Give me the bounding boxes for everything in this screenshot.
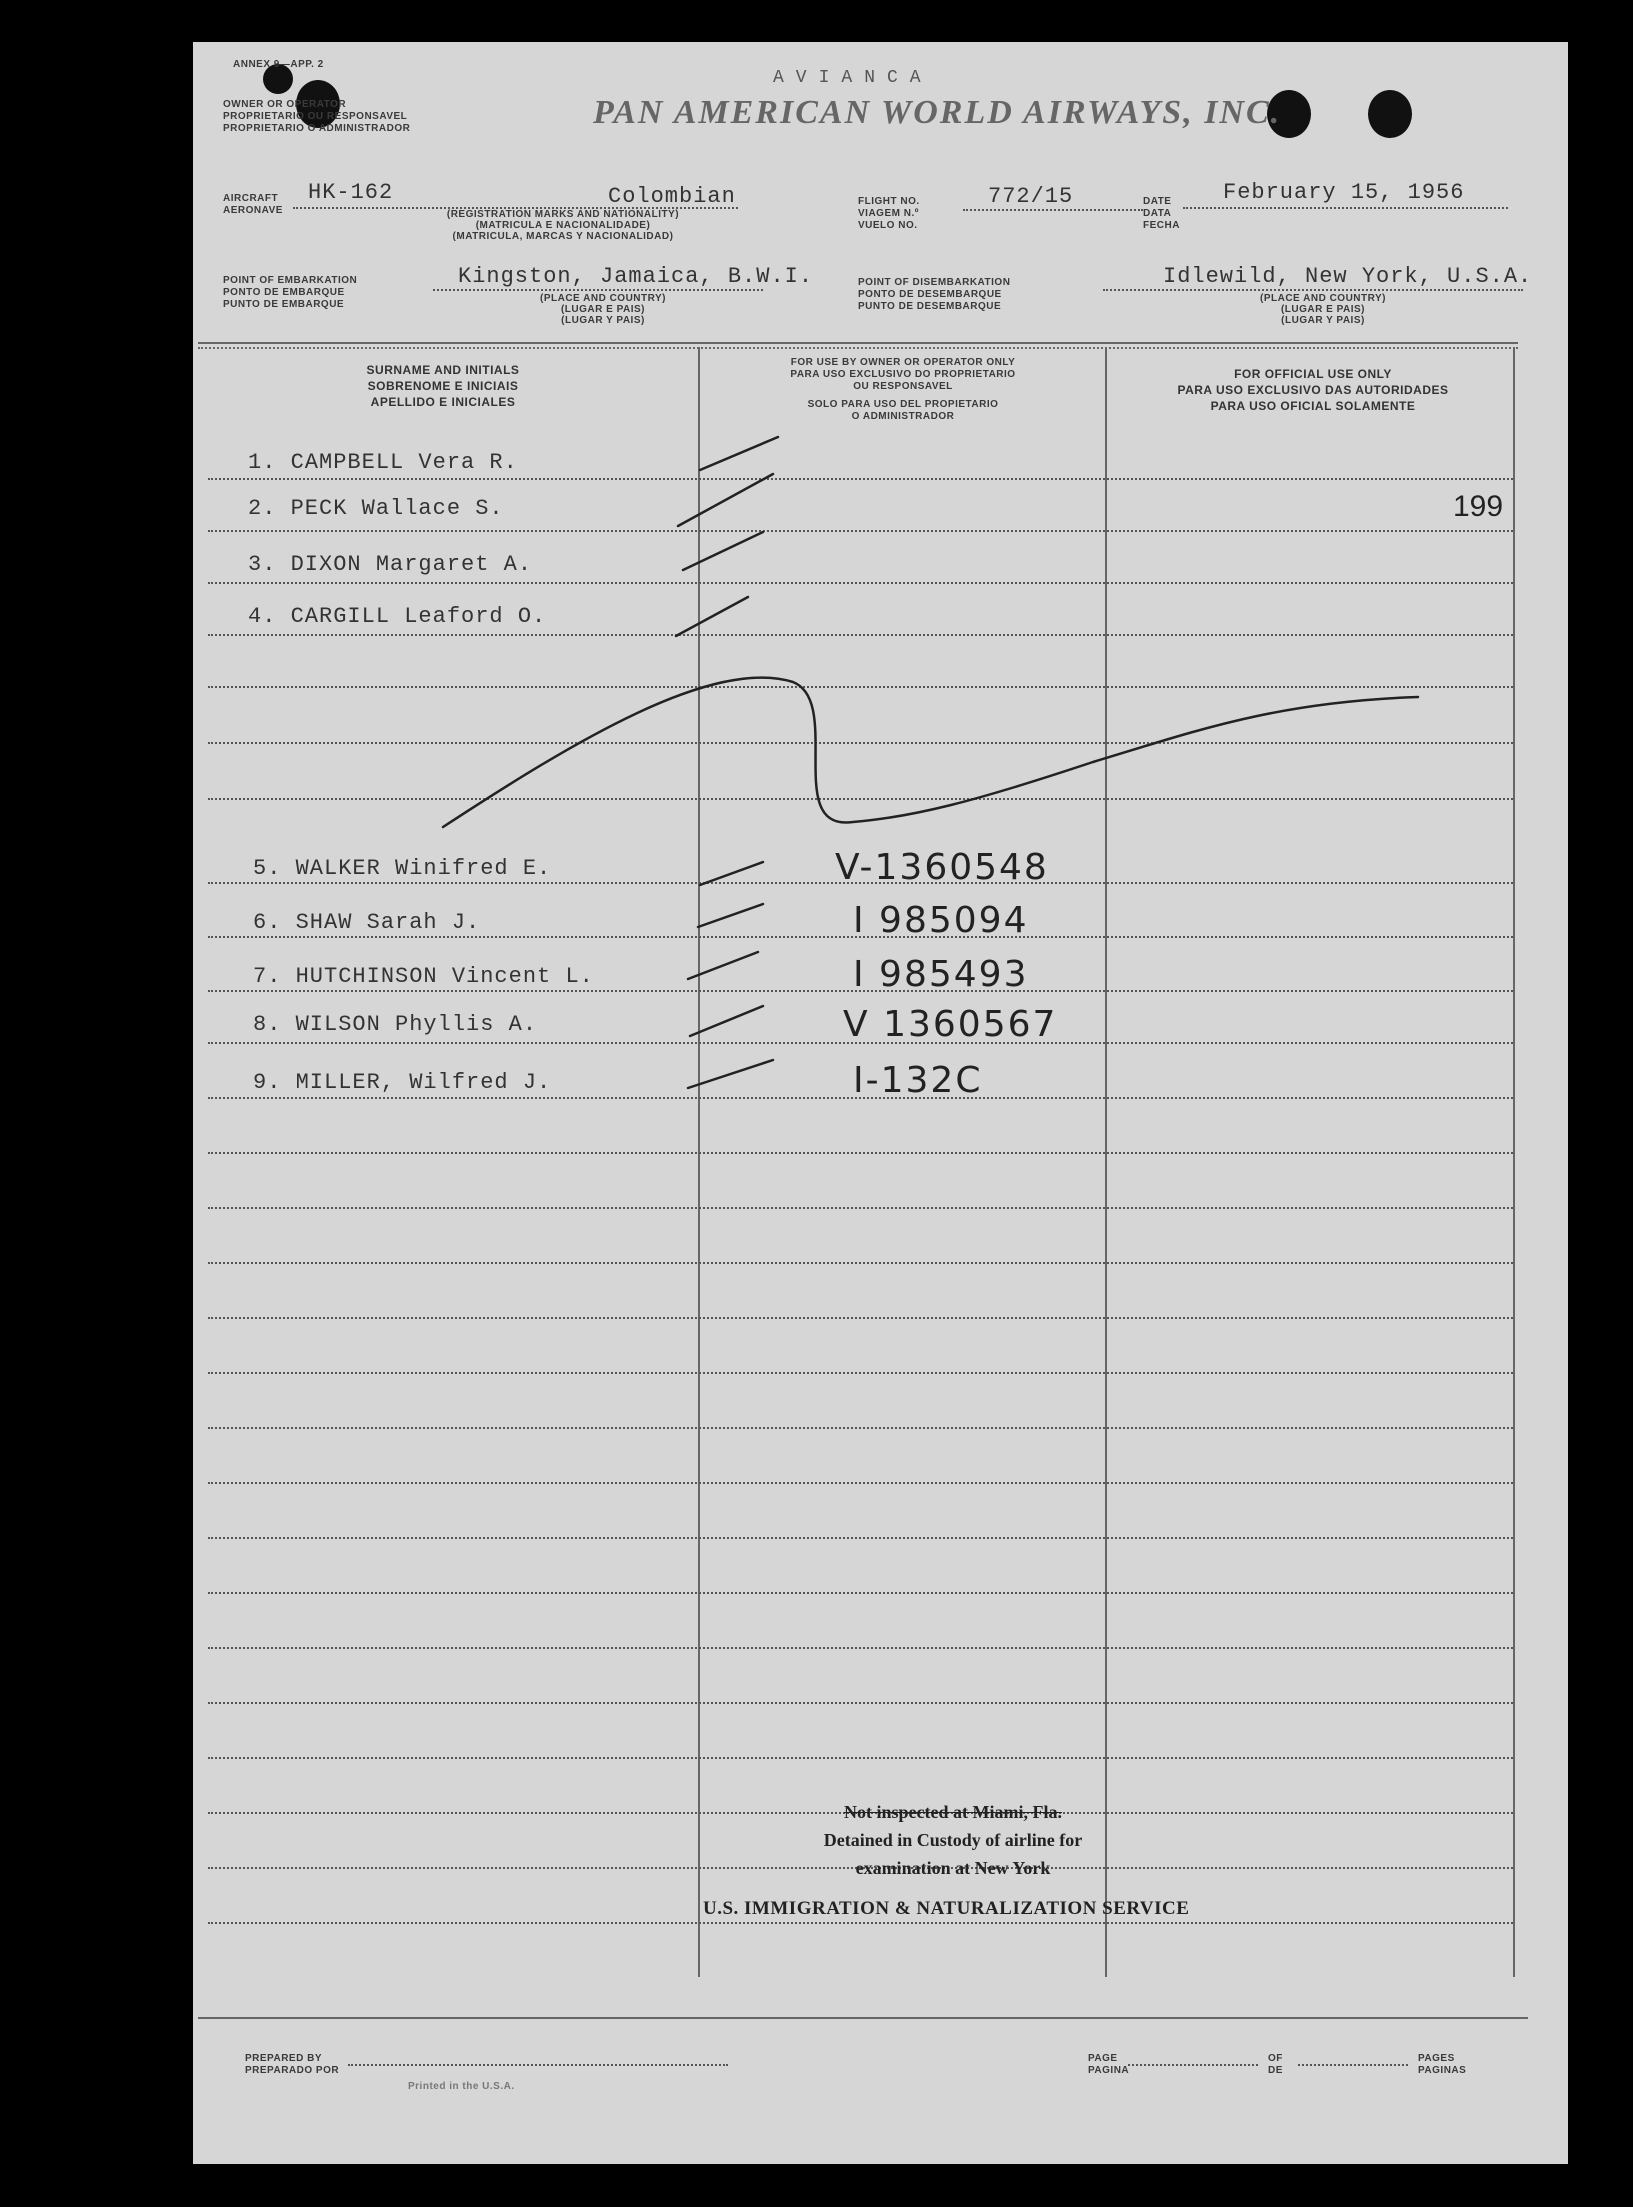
passenger-row: 6. SHAW Sarah J. [253,910,481,935]
embark-place-es: (LUGAR Y PAIS) [561,315,645,326]
page-label-en: PAGE [1088,2053,1118,2064]
official-number: I 985094 [853,900,1029,941]
row-rule [208,1372,1513,1374]
col-header-official-es: PARA USO OFICIAL SOLAMENTE [1210,399,1416,413]
prepared-label-es: PREPARADO POR [245,2065,340,2076]
date-value: February 15, 1956 [1223,180,1465,205]
row-rule [208,1702,1513,1704]
col-header-owner-1: PARA USO EXCLUSIVO DO PROPRIETARIO [790,369,1016,380]
row-rule [208,1427,1513,1429]
col-header-owner-3: SOLO PARA USO DEL PROPIETARIO [807,399,999,410]
row-rule [208,1537,1513,1539]
col-header-owner-0: FOR USE BY OWNER OR OPERATOR ONLY [790,357,1016,368]
reg-label-en: (REGISTRATION MARKS AND NATIONALITY) [446,209,680,220]
stamp-line-4: U.S. IMMIGRATION & NATURALIZATION SERVICE [703,1898,1190,1919]
embark-value: Kingston, Jamaica, B.W.I. [458,264,814,289]
row-rule [208,1647,1513,1649]
passenger-row: 3. DIXON Margaret A. [248,552,533,577]
disembark-place-es: (LUGAR Y PAIS) [1281,315,1365,326]
embark-label-pt: PONTO DE EMBARQUE [223,287,345,298]
date-label-pt: DATA [1143,208,1172,219]
of-label-es: DE [1268,2065,1283,2076]
disembark-label-es: PUNTO DE DESEMBARQUE [858,301,1002,312]
col-header-owner-2: OU RESPONSAVEL [853,381,953,392]
reg-label-es: (MATRICULA, MARCAS Y NACIONALIDAD) [452,231,674,242]
of-label-en: OF [1268,2053,1283,2064]
reg-label-pt: (MATRICULA E NACIONALIDADE) [475,220,651,231]
col-header-official-en: FOR OFFICIAL USE ONLY [1234,367,1392,381]
annex-label: ANNEX 9—APP. 2 [233,59,324,70]
aircraft-label-en: AIRCRAFT [223,193,279,204]
date-label-en: DATE [1143,196,1172,207]
check-marks-icon [193,42,1568,1242]
nationality-value: Colombian [608,184,736,209]
embark-label-es: PUNTO DE EMBARQUE [223,299,345,310]
avianca-label: AVIANCA [773,68,933,88]
disembark-label-en: POINT OF DISEMBARKATION [858,277,1011,288]
flight-label-es: VUELO NO. [858,220,918,231]
aircraft-value: HK-162 [308,180,394,205]
passenger-row: 7. HUTCHINSON Vincent L. [253,964,594,989]
passenger-row: 4. CARGILL Leaford O. [248,604,547,629]
pages-label-es: PAGINAS [1418,2065,1467,2076]
col-header-surname-en: SURNAME AND INITIALS [366,363,520,377]
row-rule [208,1922,1513,1924]
stamp-line-3: examination at New York [855,1858,1051,1878]
stamp-line-1: Not inspected at Miami, Fla. [844,1802,1062,1822]
col-header-official-pt: PARA USO EXCLUSIVO DAS AUTORIDADES [1177,383,1449,397]
owner-label-en: OWNER OR OPERATOR [223,99,347,110]
official-number: V-1360548 [835,847,1049,888]
flight-label-pt: VIAGEM N.º [858,208,919,219]
col-header-surname-es: APELLIDO E INICIALES [370,395,516,409]
official-number: I-132C [853,1060,983,1101]
prepared-label-en: PREPARED BY [245,2053,322,2064]
aircraft-label-pt: AERONAVE [223,205,283,216]
passenger-row: 1. CAMPBELL Vera R. [248,450,518,475]
row-rule [208,1757,1513,1759]
embark-place-en: (PLACE AND COUNTRY) [540,293,666,304]
embark-label-en: POINT OF EMBARKATION [223,275,358,286]
pages-label-en: PAGES [1418,2053,1455,2064]
official-number: I 985493 [853,954,1029,995]
official-number: V 1360567 [843,1004,1058,1045]
page-label-es: PAGINA [1088,2065,1130,2076]
row-rule [208,1482,1513,1484]
row-rule [208,1317,1513,1319]
stamp-line-2: Detained in Custody of airline for [823,1830,1083,1850]
col-header-surname-pt: SOBRENOME E INICIAIS [367,379,519,393]
owner-label-pt: PROPRIETARIO OU RESPONSAVEL [223,111,408,122]
airline-name: PAN AMERICAN WORLD AIRWAYS, INC. [593,94,1282,131]
row-rule [208,1262,1513,1264]
embark-place-pt: (LUGAR E PAIS) [560,304,646,315]
passenger-row: 2. PECK Wallace S. [248,496,504,521]
col-header-owner-4: O ADMINISTRADOR [851,411,955,422]
row-rule [208,1592,1513,1594]
passenger-row: 9. MILLER, Wilfred J. [253,1070,552,1095]
date-label-es: FECHA [1143,220,1180,231]
disembark-value: Idlewild, New York, U.S.A. [1163,264,1533,289]
owner-label-es: PROPRIETARIO O ADMINISTRADOR [223,123,411,134]
disembark-place-en: (PLACE AND COUNTRY) [1260,293,1386,304]
passenger-row: 5. WALKER Winifred E. [253,856,552,881]
margin-number: 199 [1453,490,1504,523]
manifest-page [193,42,1568,2164]
printed-label: Printed in the U.S.A. [408,2081,515,2092]
passenger-row: 8. WILSON Phyllis A. [253,1012,538,1037]
flight-label-en: FLIGHT NO. [858,196,920,207]
disembark-place-pt: (LUGAR E PAIS) [1280,304,1366,315]
flight-no-value: 772/15 [988,184,1074,209]
disembark-label-pt: PONTO DE DESEMBARQUE [858,289,1002,300]
